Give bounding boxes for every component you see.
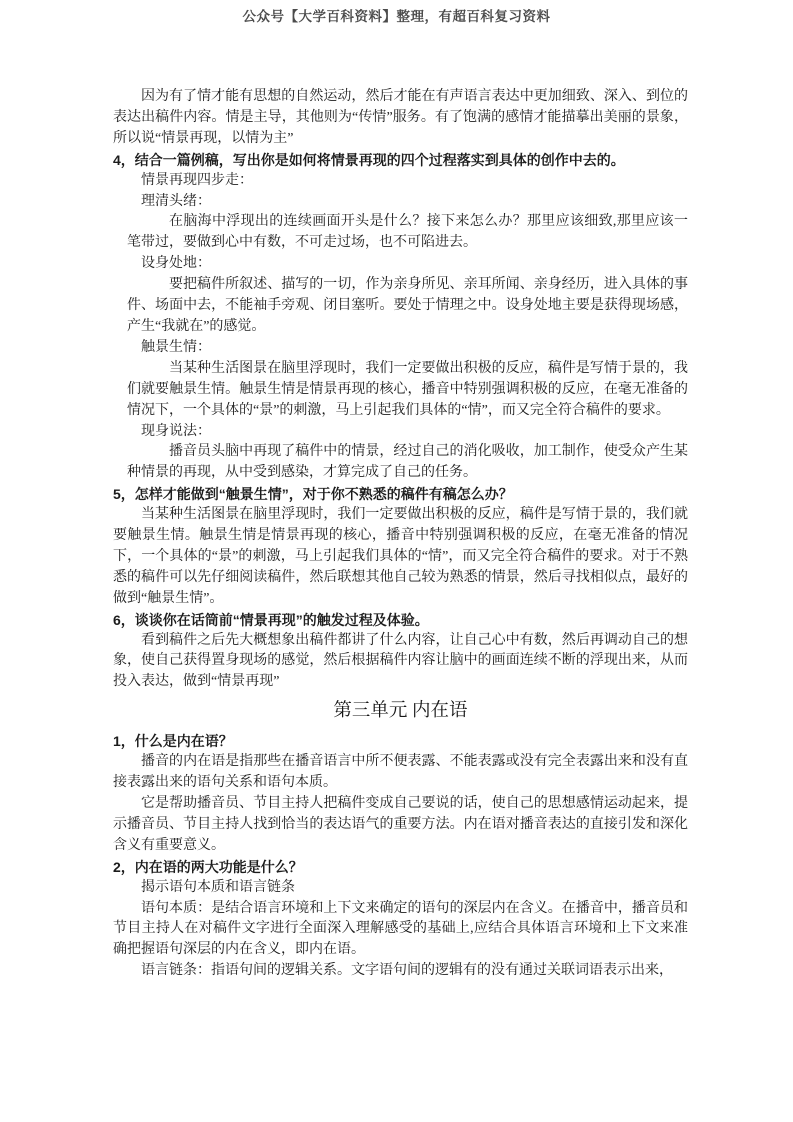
question-1-answer-p1: 播音的内在语是指那些在播音语言中所不便表露、不能表露或没有完全表露出来和没有直接表露出来的语句关系和语句本质。 — [113, 754, 688, 791]
question-2-answer-summary: 揭示语句本质和语言链条 — [141, 879, 295, 895]
question-5-heading: 5，怎样才能做到“触景生情”，对于你不熟悉的稿件有稿怎么办？ — [113, 486, 513, 503]
step-2-paragraph: 要把稿件所叙述、描写的一切，作为亲身所见、亲耳所闻、亲身经历，进入具体的事件、场面中去，不能袖手旁观、闭目塞听。要处于情理之中。设身处地主要是获得现场感，产生“我就在”的感觉。 — [127, 277, 688, 334]
question-4-heading: 4，结合一篇例稿，写出你是如何将情景再现的四个过程落实到具体的创作中去的。 — [113, 151, 625, 168]
four-steps-label: 情景再现四步走： — [141, 172, 253, 188]
section-title-unit-3: 第三单元 内在语 — [333, 701, 468, 722]
question-1-heading: 1，什么是内在语？ — [113, 733, 233, 750]
question-2-answer-p1: 语句本质：是结合语言环境和上下文来确定的语句的深层内在含义。在播音中，播音员和节目主持人在对稿件文字进行全面深入理解感受的基础上,应结合具体语言环境和上下文来准确把握语句深层的内在含义，即内在语。 — [113, 900, 688, 958]
step-4-label: 现身说法： — [141, 423, 211, 439]
question-2-heading: 2，内在语的两大功能是什么？ — [113, 858, 303, 875]
watermark-header: 公众号【大学百科资料】整理，有超百科复习资料 — [242, 9, 551, 24]
question-1-answer-p2: 它是帮助播音员、节目主持人把稿件变成自己要说的话，使自己的思想感情运动起来，提示播音员、节目主持人找到恰当的表达语气的重要方法。内在语对播音表达的直接引发和深化含义有重要意义。 — [113, 796, 688, 853]
document-body — [0, 87, 793, 982]
step-2-label: 设身处地： — [141, 256, 211, 272]
step-3-label: 触景生情： — [141, 339, 211, 355]
step-4-paragraph: 播音员头脑中再现了稿件中的情景，经过自己的消化吸收，加工制作，使受众产生某种情景的再现，从中受到感染，才算完成了自己的任务。 — [127, 444, 688, 481]
question-2-answer-p2: 语言链条：指语句间的逻辑关系。文字语句间的逻辑有的没有通过关联词语表示出来， — [141, 963, 673, 979]
step-1-label: 理清头绪： — [141, 193, 211, 209]
step-3-paragraph: 当某种生活图景在脑里浮现时，我们一定要做出积极的反应，稿件是写情于景的，我们就要触景生情。触景生情是情景再现的核心，播音中特别强调积极的反应，在毫无准备的情况下，一个具体的“景”的刺激，马上引起我们具体的“情”，而又完全符合稿件的要求。 — [127, 360, 688, 418]
intro-paragraph: 因为有了情才能有思想的自然运动，然后才能在有声语言表达中更加细致、深入、到位的表达出稿件内容。情是主导，其他则为“传情”服务。有了饱满的感情才能描摹出美丽的景象，所以说“情景再现，以情为主” — [113, 89, 688, 146]
step-1-paragraph: 在脑海中浮现出的连续画面开头是什么？接下来怎么办？那里应该细致,那里应该一笔带过，要做到心中有数，不可走过场，也不可陷进去。 — [127, 214, 688, 251]
question-6-heading: 6，谈谈你在话筒前“情景再现”的触发过程及体验。 — [113, 611, 429, 628]
question-5-answer: 当某种生活图景在脑里浮现时，我们一定要做出积极的反应，稿件是写情于景的，我们就要触景生情。触景生情是情景再现的核心，播音中特别强调积极的反应，在毫无准备的情况下，一个具体的“景”的刺激，马上引起我们具体的“情”，而又完全符合稿件的要求。对于不熟悉的稿件可以先仔细阅读稿件，然后联想其他自己较为熟悉的情景，然后寻找相似点，最好的做到“触景生情”。 — [113, 507, 688, 606]
question-6-answer: 看到稿件之后先大概想象出稿件都讲了什么内容，让自己心中有数，然后再调动自己的想象，使自己获得置身现场的感觉，然后根据稿件内容让脑中的画面连续不断的浮现出来，从而投入表达，做到“情景再现” — [113, 632, 688, 690]
